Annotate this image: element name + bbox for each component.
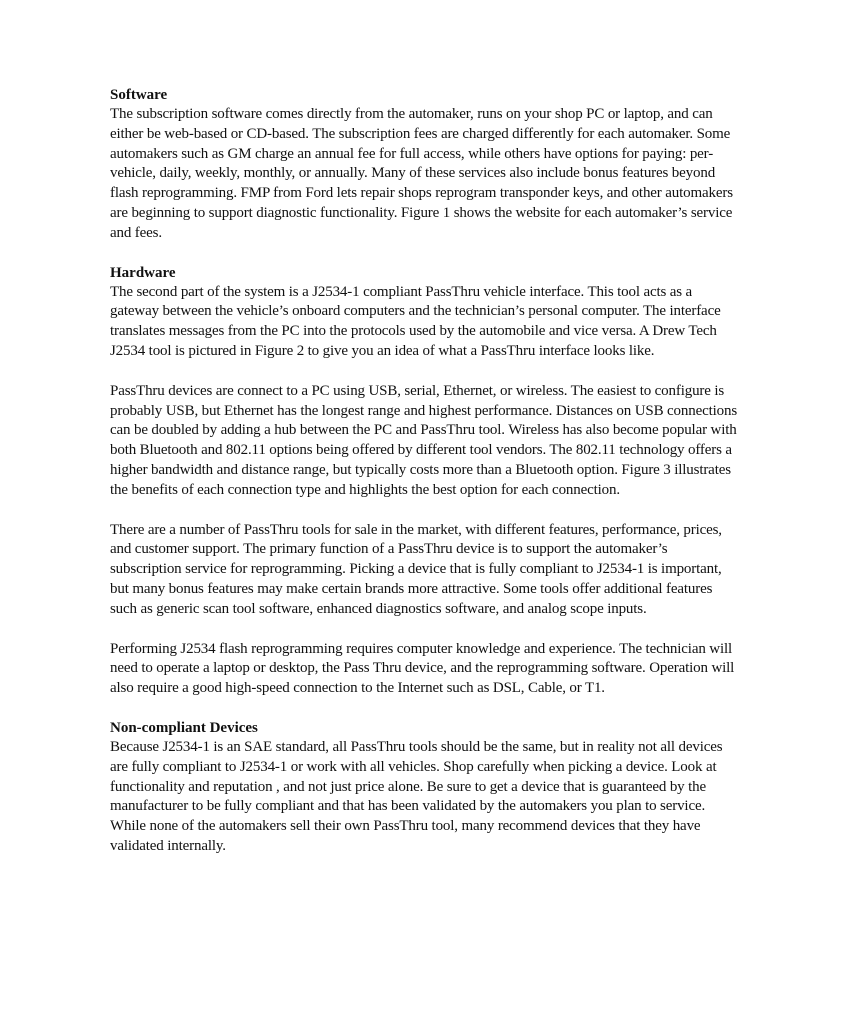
section-tools bbox=[110, 521, 738, 620]
paragraph-tools: There are a number of PassThru tools for sale in the market, with different features, performance, prices, and customer support. The primary function of a PassThru device is to support the automaker’s subscription service for reprogramming. Picking a device that is fully compliant to J2534-1 is important, but many bonus features may make certain brands more attractive. Some tools offer additional features such as generic scan tool software, enhanced diagnostics software, and analog scope inputs. bbox=[110, 521, 722, 617]
heading-noncompliant: Non-compliant Devices bbox=[110, 719, 258, 736]
paragraph-connections: PassThru devices are connect to a PC using USB, serial, Ethernet, or wireless. The easiest to configure is probably USB, but Ethernet has the longest range and highest performance. Distances on USB connections can be doubled by adding a hub between the PC and PassThru tool. Wireless has also become popular with both Bluetooth and 802.11 options being offered by different tool vendors. The 802.11 technology offers a higher bandwidth and distance range, but typically costs more than a Bluetooth option. Figure 3 illustrates the benefits of each connection type and highlights the best option for each connection. bbox=[110, 382, 738, 498]
section-hardware bbox=[110, 264, 738, 362]
section-noncompliant bbox=[110, 719, 738, 857]
section-requirements bbox=[110, 640, 738, 699]
heading-hardware: Hardware bbox=[110, 264, 176, 281]
paragraph-requirements: Performing J2534 flash reprogramming requires computer knowledge and experience. The technician will need to operate a laptop or desktop, the Pass Thru device, and the reprogramming software. Operation will also require a good high-speed connection to the Internet such as DSL, Cable, or T1. bbox=[110, 640, 735, 697]
paragraph-hardware: The second part of the system is a J2534-1 compliant PassThru vehicle interface. This tool acts as a gateway between the vehicle’s onboard computers and the technician’s personal computer. The interface translates messages from the PC into the protocols used by the automobile and vice versa. A Drew Tech J2534 tool is pictured in Figure 2 to give you an idea of what a PassThru interface looks like. bbox=[110, 283, 721, 359]
paragraph-noncompliant: Because J2534-1 is an SAE standard, all PassThru tools should be the same, but in reality not all devices are fully compliant to J2534-1 or work with all vehicles. Shop carefully when picking a device. Look at functionality and reputation , and not just price alone. Be sure to get a device that is guaranteed by the manufacturer to be fully compliant and that has been validated by the automakers you plan to service. While none of the automakers sell their own PassThru tool, many recommend devices that they have validated internally. bbox=[110, 738, 723, 854]
paragraph-software: The subscription software comes directly from the automaker, runs on your shop PC or laptop, and can either be web-based or CD-based. The subscription fees are charged differently for each automaker. Some automakers such as GM charge an annual fee for full access, while others have options for paying: per-vehicle, daily, weekly, monthly, or annually. Many of these services also include bonus features beyond flash reprogramming. FMP from Ford lets repair shops reprogram transponder keys, and other automakers are beginning to support diagnostic functionality. Figure 1 shows the website for each automaker’s service and fees. bbox=[110, 106, 733, 241]
section-connections bbox=[110, 382, 738, 501]
document-page bbox=[110, 86, 738, 877]
section-software bbox=[110, 86, 738, 244]
heading-software: Software bbox=[110, 87, 168, 103]
